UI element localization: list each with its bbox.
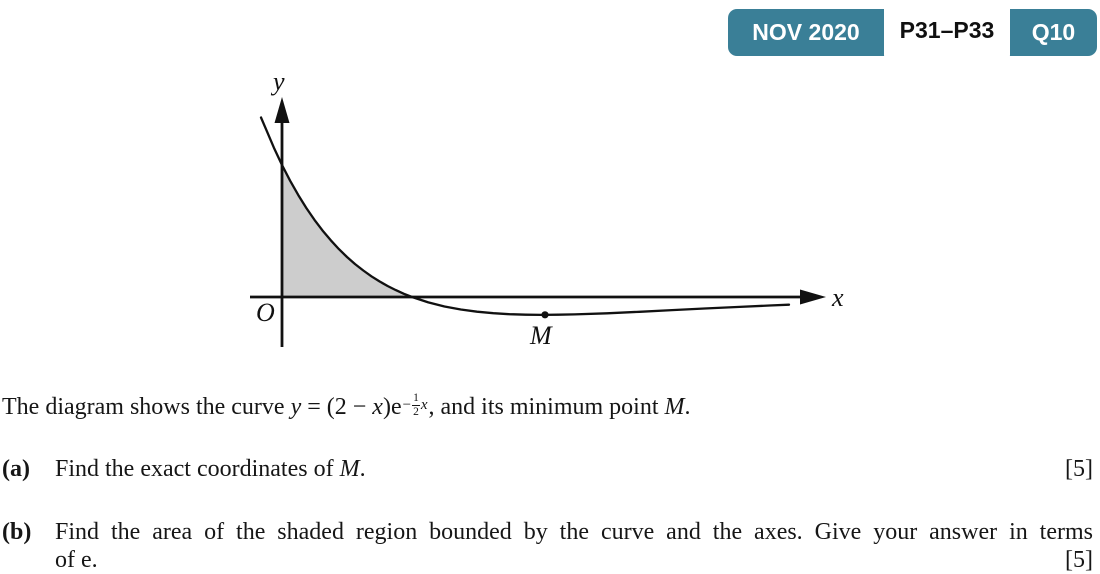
part-b-line1: Find the area of the shaded region bounded by the curve and the axes. Give your answer in terms [55, 519, 1093, 547]
intro-lead: The diagram shows the curve [2, 394, 291, 420]
x-axis-arrowhead [800, 290, 826, 305]
exponent-fraction [412, 392, 420, 418]
question-meta-badges [728, 9, 1097, 56]
intro-end: . [685, 394, 691, 420]
paper-badge: P31–P33 [884, 5, 1010, 57]
curve-diagram [245, 70, 845, 360]
part-b-marks: [5] [1065, 547, 1093, 574]
part-a-marks: [5] [1065, 456, 1093, 483]
exponent-var-x: x [421, 398, 428, 413]
exponent-minus: − [403, 398, 411, 413]
part-b-text [55, 519, 1093, 574]
intro-point-label: M [665, 394, 685, 420]
equation-close-e: )e [383, 394, 402, 420]
equation-equals-open: = (2 − [301, 394, 372, 420]
part-a-point-label: M [340, 456, 360, 482]
part-b-row [2, 519, 1093, 574]
shaded-region [282, 165, 412, 297]
intro-sentence [2, 394, 691, 424]
part-b-line2-row [55, 547, 1093, 574]
origin-label: O [256, 298, 275, 327]
minimum-point-dot [541, 311, 548, 318]
minimum-point-label: M [529, 321, 553, 350]
y-axis-label: y [270, 70, 285, 96]
part-a-label: (a) [2, 456, 55, 483]
question-number-badge: Q10 [1010, 9, 1097, 56]
session-badge: NOV 2020 [728, 9, 884, 56]
part-b-line2: of e. [55, 547, 98, 574]
part-a-text [55, 456, 366, 483]
equation-var-x: x [372, 394, 383, 420]
part-a-row [2, 456, 1093, 483]
part-a-end: . [360, 456, 366, 482]
equation-exponent [403, 392, 428, 418]
part-a-question: Find the exact coordinates of [55, 456, 340, 482]
y-axis-arrowhead [275, 97, 290, 123]
equation-var-y: y [291, 394, 302, 420]
fraction-denominator: 2 [413, 406, 419, 419]
part-b-label: (b) [2, 519, 55, 547]
fraction-numerator: 1 [412, 392, 420, 406]
x-axis-label: x [831, 283, 844, 312]
intro-after-exp: , and its minimum point [429, 394, 665, 420]
